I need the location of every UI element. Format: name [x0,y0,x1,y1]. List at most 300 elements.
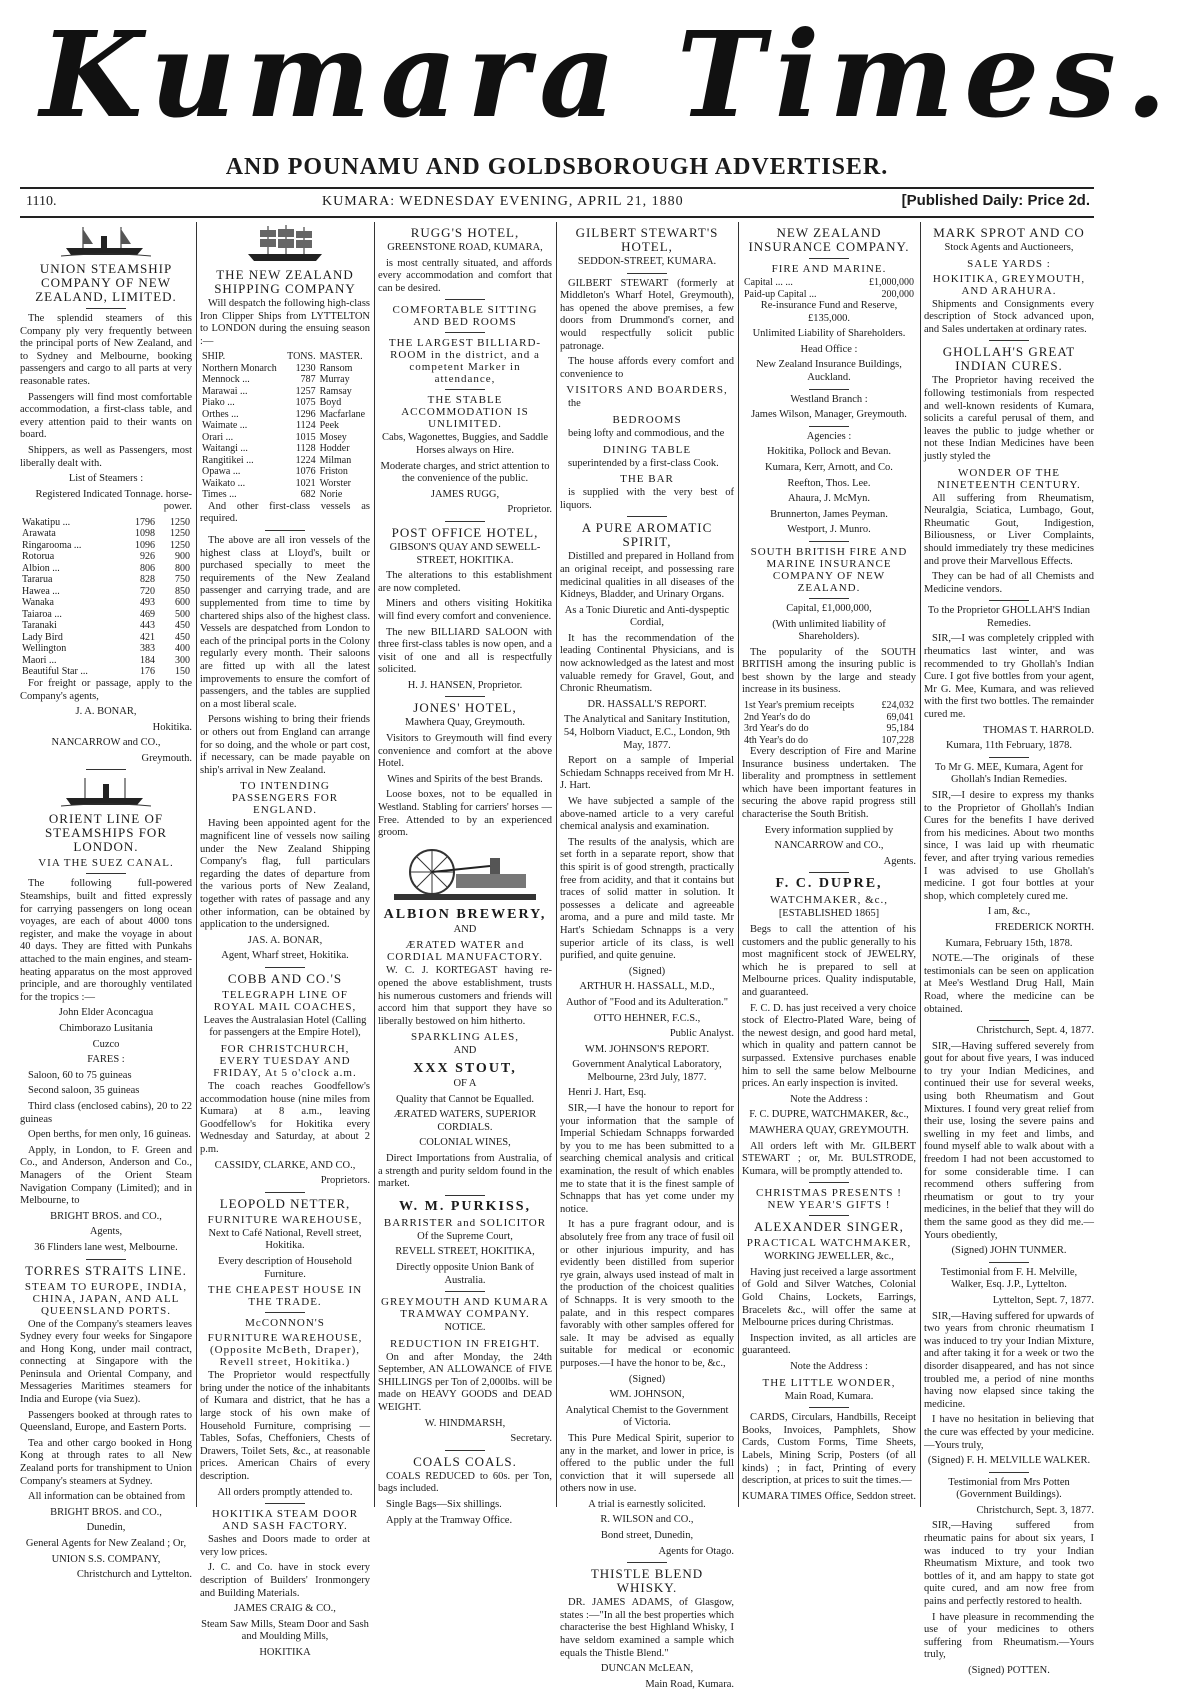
netter-title: LEOPOLD NETTER, [219,1195,351,1211]
sprot-heading: SALE YARDS : [967,257,1051,270]
table-cell: 4th Year's do do [744,734,809,746]
steamship-icon [61,774,151,808]
testimonial-date: Christchurch, Sept. 3, 1877. [976,1504,1094,1516]
table-cell: 1124 [295,420,316,432]
table-cell: Mosey [319,431,347,443]
column-rule [556,222,557,1507]
south-british-text: Every description of Fire and Marine Insurance business undertaken. The liberality and promptness in settlement which have been important features in securing the above rapid progress still characterise the South British. [742,746,916,821]
agent-role: Agents. [883,855,916,867]
agent-place: Dunedin, [86,1522,126,1534]
divider [809,426,849,427]
agency-item: Westport, J. Munro. [787,524,871,536]
table-cell: 2nd Year's do do [744,711,811,723]
proprietor-name: JAMES RUGG, [430,488,500,500]
nz-shipping-text: The above are all iron vessels of the highest class at Lloyd's, built or purchased specially to meet the requirements of the New Zealand passenger and carrying trade, and are supplemented from time to time by chartered ships also of the highest class. Vessels are despatched from London to each of the principal ports in the Colony regularly every month. Their saloons are fitted up with all the latest improvements to ensure the comfort of passengers, and the tables are supplied on a most liberal scale. [200,535,370,710]
table-cell: £24,032 [881,700,914,712]
dupre-text: F. C. D. has just received a very choice stock of Electro-Plated Ware, being of the newest design, and good hard metal, which in quality and pattern cannot be surpassed. Extensive purchases enable him to sell the same below Melbourne prices. An early inspection is invited. [742,1002,916,1090]
tramway-text: On and after Monday, the 24th September, AN ALLOWANCE of FIVE SHILLINGS per Ton of 2,000lbs. will be made on HEAVY GOODS and DEAD WEIGHT. [378,1351,552,1414]
table-cell: Taiaroa ... [22,608,62,620]
agency-item: Reefton, Thos. Lee. [787,477,871,489]
albion-text: Direct Importations from Australia, of a strength and purity seldom found in the market. [378,1152,552,1190]
steamers-table [20,517,192,678]
divider [265,967,305,968]
steam-factory-text: Sashes and Doors made to order at very low prices. [200,1534,370,1558]
table-cell: Peek [319,420,340,432]
table-row [20,620,192,632]
dupre-title: F. C. DUPRE, [775,876,883,892]
nz-shipping-title: THE NEW ZEALAND SHIPPING COMPANY [214,267,356,296]
divider [809,1407,849,1408]
table-cell: Hawea ... [22,585,60,597]
divider [445,1195,485,1196]
table-cell: Murray [319,374,350,386]
table-cell: 1224 [295,454,316,466]
nz-shipping-text: Having been appointed agent for the magnificent line of vessels now sailing under the New Zealand Shipping Company's flag, full particulars regarding the dates of departure from the various ports of New Zealand, together with rates of passage and any other information, can be obtained by application to the undersigned. [200,818,370,931]
table-cell: 421 [139,631,155,643]
table-cell: Tararua [22,574,53,586]
table-row [20,655,192,667]
agent-name: NANCARROW and CO., [51,737,161,749]
agent-role: Agents, [89,1226,123,1238]
divider [989,600,1029,601]
column-rule [920,222,921,1507]
divider [86,1259,126,1260]
table-cell: Norie [319,489,343,501]
albion-and: AND [453,1045,477,1057]
testimonial-date: Kumara, February 15th, 1878. [945,937,1073,949]
table-row [200,432,370,444]
table-cell: 95,184 [886,723,914,735]
table-cell: Piako ... [202,397,235,409]
ghollah-text: The Proprietor having received the following testimonials from respected and well-known residents of Kumara, solicits a careful perusal of them, and leaves the public to judge whether or not these Indian Medicines have been justly styled the [924,375,1094,462]
mcconnon-subtitle: FURNITURE WAREHOUSE, (Opposite McBeth, Draper), Revell street, Hokitika.) [207,1332,363,1369]
post-office-hotel-title: POST OFFICE HOTEL, [391,524,539,540]
testimonial-date: Christchurch, Sept. 4, 1877. [976,1025,1094,1037]
gilbert-hotel-text: superintended by a first-class Cook. [568,457,719,469]
nz-insurance-title: NEW ZEALAND INSURANCE COMPANY. [748,225,910,254]
table-row [20,586,192,598]
dupre-text: All orders left with Mr. GILBERT STEWART ; or, Mr. BULSTRODE, Kumara, will be promptly attended to. [742,1140,916,1177]
hehner-name: OTTO HEHNER, F.C.S., [593,1012,701,1024]
column-5 [742,222,916,1510]
south-british-text: The popularity of the SOUTH BRITISH among the insuring public is best shown by the large and steady increase in its business. [742,646,916,696]
agent-name: NANCARROW and CO., [774,840,884,852]
coals-text: Single Bags—Six shillings. [386,1499,502,1511]
table-cell: Rangitikei ... [202,454,254,466]
purkiss-text: Directly opposite Union Bank of Australia. [396,1261,534,1286]
sprot-title: MARK SPROT AND CO [933,225,1085,240]
divider [627,1562,667,1563]
table-cell: 150 [175,666,190,678]
coals-text: Apply at the Tramway Office. [386,1514,513,1526]
testimonial-text: SIR,—Having suffered for upwards of two years from chronic rheumatism I was induced to try your Indian Mixture, and after taking it for a week or two the disorder disappeared, and has not since troubled me, a period of nine months having now elapsed since taking the medicine. [924,1310,1094,1410]
gilbert-hotel-address: SEDDON-STREET, KUMARA. [577,256,717,267]
table-cell: 1257 [295,385,316,397]
testimonial-text: SIR,—I was completely crippled with rheumatics last winter, and was recommended to try Ghollah's Indian Cure. I got five bottles from your agent, Mr G. Mee, Kumara, and was relieved with the first two bottles. The remainder cured me. [924,633,1094,721]
divider [265,1503,305,1504]
steam-factory-title: HOKITIKA STEAM DOOR AND SASH FACTORY. [211,1508,359,1533]
testimonial-text: I have no hesitation in believing that the cure was effected by your medicine.—Yours truly, [924,1414,1094,1451]
south-british-text: (With unlimited liability of Shareholders). [772,618,886,643]
fare-item: Open berths, for men only, 16 guineas. [28,1129,191,1141]
agent-address: Agent, Wharf street, Hokitika. [221,950,349,962]
table-row [20,551,192,563]
albion-text: COLONIAL WINES, [419,1137,511,1149]
singer-subtitle: WORKING JEWELLER, &c., [764,1251,894,1263]
table-cell: 469 [139,608,155,620]
testimonial-address: To the Proprietor GHOLLAH'S Indian Remedies. [927,605,1091,629]
table-row [200,455,370,467]
gilbert-hotel-heading: THE BAR [620,473,674,486]
ships-table [200,351,370,501]
nz-insurance-subtitle: FIRE AND MARINE. [771,263,887,275]
south-british-title: SOUTH BRITISH FIRE AND MARINE INSURANCE COMPANY OF NEW ZEALAND. [750,545,908,594]
hehner-role: Public Analyst. [669,1028,734,1040]
column-2 [200,222,370,1658]
column-3 [378,222,552,1526]
south-british-text: Capital, £1,000,000, [786,602,872,614]
agent-role: General Agents for New Zealand ; Or, [25,1538,187,1549]
torres-text: One of the Company's steamers leaves Sydney every four weeks for Singapore and Hong Kong, under mail contract, connecting at Singapore with the Peninsula and Oriental Company, and Messageries Maritimes steamers for India and Europe (via Suez). [20,1318,192,1406]
cobb-text: The coach reaches Goodfellow's accommodation house (nine miles from Kumara) at 8 a.m., leaving Goodfellow's for Hokitika every Wednesday and Saturday, at about 2 p.m. [200,1081,370,1156]
agency-item: Ahaura, J. McMyn. [788,493,870,505]
table-cell: Capital ... ... [744,277,793,288]
testimonial-address: To Mr G. MEE, Kumara, Agent for Ghollah's Indian Remedies. [934,761,1084,786]
albion-text: ÆRATED WATERS, SUPERIOR CORDIALS. [393,1109,537,1133]
newspaper-title: Kumara Times. [40,5,1177,144]
table-cell: Taranaki [22,620,57,632]
table-cell: Waimate ... [202,420,248,432]
table-row [200,374,370,386]
dupre-subtitle: WATCHMAKER, &c., [769,894,889,907]
orient-via: VIA THE SUEZ CANAL. [38,857,174,870]
rugg-text: Moderate charges, and strict attention to the convenience of the public. [380,460,550,485]
albion-title: ALBION BREWERY, [383,906,547,922]
albion-text: Quality that Cannot be Equalled. [396,1093,534,1105]
gilbert-hotel-heading: BEDROOMS [612,413,682,426]
table-cell: Lady Bird [22,631,63,643]
table-row [200,478,370,490]
divider [809,1215,849,1216]
dupre-text: Begs to call the attention of his customers and the public generally to his most magnificent stock of JEWELRY, which he is prepared to sell at Melbourne prices. Quality indisputable, and guaranteed. [742,924,916,998]
divider [445,696,485,697]
agency-item: Brunnerton, James Peyman. [770,508,888,520]
rugg-text: is most centrally situated, and affords every accommodation and comfort that can be desired. [378,257,552,294]
agent-name: DUNCAN McLEAN, [600,1663,694,1675]
table-cell: 1230 [295,362,316,374]
tramway-notice: NOTICE. [444,1322,486,1334]
column-1 [20,222,192,1581]
gilbert-hotel-text: The house affords every comfort and convenience to [560,356,734,380]
testimonial-signature: (Signed) JOHN TUNMER. [951,1245,1067,1257]
tramway-title: GREYMOUTH AND KUMARA TRAMWAY COMPANY. [381,1296,549,1321]
rugg-text: Cabs, Wagonettes, Buggies, and Saddle Horses always on Hire. [381,432,549,456]
agent-name: JAS. A. BONAR, [247,934,323,946]
testimonial-text: SIR,—Having suffered from rheumatic pains for about six years, I was induced to try your Indian Rheumatism Mixture, and took two bottles of it, and am happy to state got quite cured, and am now free from pains and perfectly restored to health. [924,1520,1094,1608]
union-text: For freight or passage, apply to the Company's agents, [20,677,192,702]
albion-of-a: OF A [453,1077,477,1089]
spirit-text: A trial is earnestly solicited. [588,1498,706,1510]
table-cell: 450 [175,631,190,643]
proprietor-role: Proprietor. [507,504,552,516]
divider [989,340,1029,341]
table-cell: 200,000 [881,288,914,300]
testimonial-signature: (Signed) POTTEN. [968,1665,1050,1676]
spirit-text: It has the recommendation of the leading Continental Physicians, and is now acknowledged as the latest and most valuable remedy for Gravel, Gout, and Chronic Rheumatism. [560,632,734,695]
table-cell: Worster [319,477,351,489]
post-office-hotel-text: The new BILLIARD SALOON with three first-class tables is now open, and a visit of one and all is respectfully solicited. [378,626,552,676]
agent-role: Agents for Otago. [658,1545,734,1557]
table-row [200,363,370,375]
albion-text: W. C. J. KORTEGAST having re-opened the above establishment, trusts his numerous customers and friends will accord him that support they have so liberally bestowed on him hitherto. [378,965,552,1027]
table-cell: Orthes ... [202,408,239,420]
rugg-heading: COMFORTABLE SITTING AND BED ROOMS [392,304,538,329]
purkiss-subtitle: BARRISTER and SOLICITOR [383,1216,547,1229]
sprot-heading: HOKITIKA, GREYMOUTH, AND ARAHURA. [932,272,1086,297]
proprietor-address: Steam Saw Mills, Steam Door and Sash and Moulding Mills, [201,1618,369,1643]
singer-text: Inspection invited, as all articles are guaranteed. [742,1332,916,1357]
netter-text: Every description of Household Furniture. [218,1256,352,1280]
agent-place: Christchurch and Lyttelton. [76,1569,192,1581]
torres-subtitle: STEAM TO EUROPE, INDIA, CHINA, JAPAN, AND ALL QUEENSLAND PORTS. [24,1280,188,1317]
singer-address: Main Road, Kumara. [784,1390,874,1402]
table-row [20,666,192,678]
table-cell: Waitangi ... [202,443,248,455]
nz-insurance-text: New Zealand Insurance Buildings, Auckland. [756,359,902,383]
steamers-list-columns: Registered Indicated Tonnage. horse-power. [35,488,192,513]
divider [20,187,1094,189]
agency-item: Kumara, Kerr, Arnott, and Co. [765,461,893,473]
table-cell: 107,228 [881,734,914,746]
column-6 [924,222,1094,1676]
table-cell: 682 [300,489,316,501]
table-row [20,609,192,621]
testimonial-signature: (Signed) F. H. MELVILLE WALKER. [927,1455,1091,1467]
proprietor-name: JAMES CRAIG & CO., [234,1603,336,1615]
divider [445,1450,485,1451]
table-cell: 806 [139,562,155,574]
purkiss-title: W. M. PURKISS, [398,1198,532,1214]
column-4 [560,222,734,1690]
torres-text: Tea and other cargo booked in Hong Kong at through rates to all New Zealand ports for transhipment to Union Company's steamers at Sydney. [20,1437,192,1487]
table-cell: Wanaka [22,597,54,609]
divider [445,389,485,390]
table-row [200,397,370,409]
testimonial-text: SIR,—I desire to express my thanks to the Proprietor of Ghollah's Indian Cures for the benefits I have derived from his medicines. About two months since, I was laid up with rheumatic fever, and after trying various remedies I was advised to use Ghollah's medicine. I got four bottles at your shop, which completely cured me. [924,790,1094,902]
albion-subtitle: ÆRATED WATER and CORDIAL MANUFACTORY. [387,939,543,964]
table-cell: 720 [139,585,155,597]
rugg-heading: THE STABLE ACCOMMODATION IS UNLIMITED. [401,394,529,431]
divider [809,389,849,390]
proprietor-place: HOKITIKA [259,1646,311,1658]
post-office-hotel-text: Miners and others visiting Hokitika will find every comfort and convenience. [378,598,552,622]
dupre-address: F. C. DUPRE, WATCHMAKER, &c., [749,1109,909,1121]
cobb-schedule: FOR CHRISTCHURCH, EVERY TUESDAY AND FRIDAY, At 5 o'clock a.m. [213,1043,357,1080]
steamers-list-heading: List of Steamers : [68,473,144,485]
table-cell: 926 [139,551,155,563]
divider [989,757,1029,758]
torres-text: Passengers booked at through rates to Queensland, Europe, and Eastern Ports. [20,1409,192,1434]
christmas-heading: CHRISTMAS PRESENTS ! NEW YEAR'S GIFTS ! [756,1187,902,1212]
table-cell: 1096 [134,539,155,551]
table-row [20,563,192,575]
johnson-role: Analytical Chemist to the Government of Victoria. [565,1404,729,1429]
table-row [20,632,192,644]
proprietor-name: CASSIDY, CLARKE, AND CO., [214,1159,356,1171]
hassall-signed: (Signed) [628,965,666,977]
table-row [200,466,370,478]
post-office-hotel-text: The alterations to this establishment are now completed. [378,570,552,594]
masthead [0,0,1177,158]
johnson-salutation: Henri J. Hart, Esq. [568,1087,647,1099]
nz-insurance-text: Re-insurance Fund and Reserve, £135,000. [760,300,898,324]
hassall-heading: DR. HASSALL'S REPORT. [587,698,707,710]
testimonial-closing: I am, &c., [987,906,1031,918]
orient-text: The following full-powered Steamships, built and fitted expressly for carrying passengers on long ocean voyages, are each of about 4000 tons register, and make the voyage in about 40 days. They are fitted with Punkahs attached to the main engines, and steam-heating apparatus on the most approved principle, and are thoroughly ventilated for the tropics :— [20,878,192,1003]
column-rule [196,222,197,1507]
agency-item: Hokitika, Pollock and Bevan. [767,446,891,458]
table-cell: Ransom [319,362,353,374]
table-cell: 1250 [170,528,190,540]
divider [809,258,849,259]
divider [809,1182,849,1183]
table-cell: Orari ... [202,431,234,443]
testimonial-heading: Testimonial from Mrs Potten (Government Buildings). [948,1476,1070,1501]
table-cell: Ramsay [319,385,352,397]
sprot-text: Stock Agents and Auctioneers, [944,242,1074,253]
table-cell: £1,000,000 [869,277,914,288]
table-row [200,489,370,501]
torres-title: TORRES STRAITS LINE. [25,1262,187,1278]
table-cell: 184 [139,654,155,666]
torres-text: All information can be obtained from [28,1491,186,1503]
agent-name: BRIGHT BROS. and CO., [50,1506,162,1518]
hassall-credential: Author of "Food and its Adulteration." [566,996,728,1008]
cobb-text: Leaves the Australasian Hotel (Calling for passengers at the Empire Hotel), [203,1014,367,1039]
gilbert-hotel-text: GILBERT STEWART (formerly at Middleton's Wharf Hotel, Greymouth), has opened the above premises, a few doors from Drummond's corner, and would respectfully solicit public patronage. [560,277,734,352]
table-cell: Friston [319,466,348,478]
table-row [742,289,916,301]
divider [265,1192,305,1193]
column-rule [374,222,375,1507]
table-cell: 1076 [295,466,316,478]
table-cell: 1075 [295,397,316,409]
capital-table [742,277,916,300]
coals-title: COALS COALS. [413,1453,517,1469]
divider [445,521,485,522]
newspaper-subtitle: AND POUNAMU AND GOLDSBOROUGH ADVERTISER. [225,154,889,180]
divider [809,541,849,542]
table-cell: Marawai ... [202,385,248,397]
testimonial-text: SIR,—Having suffered severely from gout for about five years, I was induced to try your Indian Medicines, and continued their use for several weeks, using both Rheumatism and Gout Mixtures. I found very great relief from their use, losing the severe pains and swelling in my feet and limbs, and found myself able to walk about with a freedom I had not been accustomed to for some considerable time. I can recommend others suffering from rheumatism or gout to try your medicines, in the belief that they will do them the same good as they did me.—Yours obediently, [924,1040,1094,1241]
table-cell: 1250 [170,539,190,551]
orient-text: Apply, in London, to F. Green and Co., and Anderson, Anderson and Co., Managers of the Orient Steam Navigation Company (Limited); and in Melbourne, to [20,1144,192,1207]
table-cell: 383 [139,643,155,655]
divider [20,216,1094,218]
table-cell: Maori ... [22,654,57,666]
gilbert-hotel-heading: DINING TABLE [602,443,692,456]
table-cell: Mennock ... [202,374,250,386]
netter-subtitle: FURNITURE WAREHOUSE, [207,1213,363,1226]
jones-hotel-address: Mawhera Quay, Greymouth. [404,717,526,729]
union-text: Shippers, as well as Passengers, most liberally dealt with. [20,444,192,469]
nz-insurance-text: James Wilson, Manager, Greymouth. [751,409,907,421]
agent-name: UNION S.S. COMPANY, [51,1553,161,1565]
table-cell: 787 [300,374,316,386]
divider [86,308,126,309]
table-cell: Milman [319,454,352,466]
gilbert-hotel-title: GILBERT STEWART'S HOTEL, [575,225,719,254]
johnson-signed: (Signed) [628,1373,666,1385]
table-cell: SHIP. [202,351,226,363]
ship-names: John Elder Aconcagua [58,1007,154,1019]
premium-table [742,700,916,746]
singer-shop-name: THE LITTLE WONDER, [762,1376,896,1389]
mcconnon-text: All orders promptly attended to. [217,1486,353,1498]
table-row [20,574,192,586]
singer-heading: Note the Address : [790,1361,868,1373]
table-cell: Arawata [22,528,56,540]
hassall-text: Report on a sample of Imperial Schiedam Schnapps received from Mr H. J. Hart. [560,755,734,792]
hassall-name: ARTHUR H. HASSALL, M.D., [579,981,715,993]
nz-insurance-heading: Westland Branch : [790,393,868,405]
table-cell: 1796 [134,516,155,528]
ship-names: Cuzco [92,1038,120,1050]
table-row [200,409,370,421]
table-cell: 1015 [295,431,316,443]
cobb-title: COBB AND CO.'S [227,970,343,986]
nz-shipping-text: Will despatch the following high-class Iron Clipper Ships from LYTTELTON to LONDON during the ensuing season :— [200,298,370,347]
proprietor-name: H. J. HANSEN, Proprietor. [407,679,523,691]
fare-item: Third class (enclosed cabins), 20 to 22 guineas [20,1100,192,1125]
mcconnon-text: The Proprietor would respectfully bring under the notice of the inhabitants of Kumara and district, that he has a large stock of his own make of Household Furniture, comprising — Tables, Sofas, Cheffoniers, Chests of Drawers, Toilet Sets, &c., at reasonable prices. American Chairs of every description. [200,1370,370,1482]
table-row [742,735,916,747]
testimonial-signature: FREDERICK NORTH. [994,921,1094,933]
jones-hotel-text: Loose boxes, not to be equalled in Westland. Stabling for carriers' horses —Free. Attended to by an experienced groom. [378,789,552,839]
cobb-subtitle: TELEGRAPH LINE OF ROYAL MAIL COACHES, [213,988,357,1013]
table-cell: 900 [175,551,190,563]
orient-title: ORIENT LINE OF STEAMSHIPS FOR LONDON. [44,811,167,855]
post-office-hotel-address: GIBSON'S QUAY AND SEWELL-STREET, HOKITIKA. [389,541,541,566]
johnson-heading: WM. JOHNSON'S REPORT. [584,1043,710,1055]
ship-names: Chimborazo Lusitania [59,1023,153,1034]
testimonial-signature: THOMAS T. HARROLD. [982,724,1094,736]
divider [445,299,485,300]
table-row [742,723,916,735]
table-row [200,420,370,432]
hassall-text: We have subjected a sample of the above-named article to a very careful chemical analysis and examination. [560,796,734,833]
table-cell: 1st Year's premium receipts [744,700,855,712]
testimonial-text: I have pleasure in recommending the use of your medicines to others suffering from Rheumatism.—Yours truly, [924,1611,1094,1661]
testimonial-date: Kumara, 11th February, 1878. [945,740,1073,752]
table-cell: 850 [175,585,190,597]
nz-insurance-heading: Head Office : [800,343,858,355]
agent-place: Greymouth. [141,752,192,764]
table-cell: 300 [175,654,190,666]
nz-shipping-text: Persons wishing to bring their friends or others out from England can arrange for so doing, and the whole or part cost, if necessary, can be made payable on ship's arrival in New Zealand. [200,714,370,776]
table-cell: 800 [175,562,190,574]
ghollah-text: All suffering from Rheumatism, Neuralgia, Sciatica, Lumbago, Gout, Rheumatic Gout, Indigestion, Biliousness, or Liver Complaints, should immediately try these medicines and prove their Marvellous Effects. [924,492,1094,567]
mcconnon-title: McCONNON'S [245,1317,325,1330]
table-cell: 828 [139,574,155,586]
sprot-text: Shipments and Consignments every description of Stock advanced upon, and Sales undertaken at ordinary rates. [924,298,1094,335]
rugg-title: RUGG'S HOTEL, [410,225,520,240]
printing-address: KUMARA TIMES Office, Seddon street. [742,1490,917,1502]
jones-hotel-text: Visitors to Greymouth will find every convenience and comfort at the above Hotel. [378,733,552,770]
testimonial-note: NOTE.—The originals of these testimonials can be seen on application at Mee's Westland Drug Hall, Main Road, where the medicine can be obtained. [924,953,1094,1015]
singer-text: Having just received a large assortment of Gold and Silver Watches, Colonial Gold Chains, Lockets, Earrings, Bracelets &c., will offer the same at Melbourne prices during Christmas. [742,1266,916,1329]
purkiss-text: Of the Supreme Court, [417,1230,513,1242]
